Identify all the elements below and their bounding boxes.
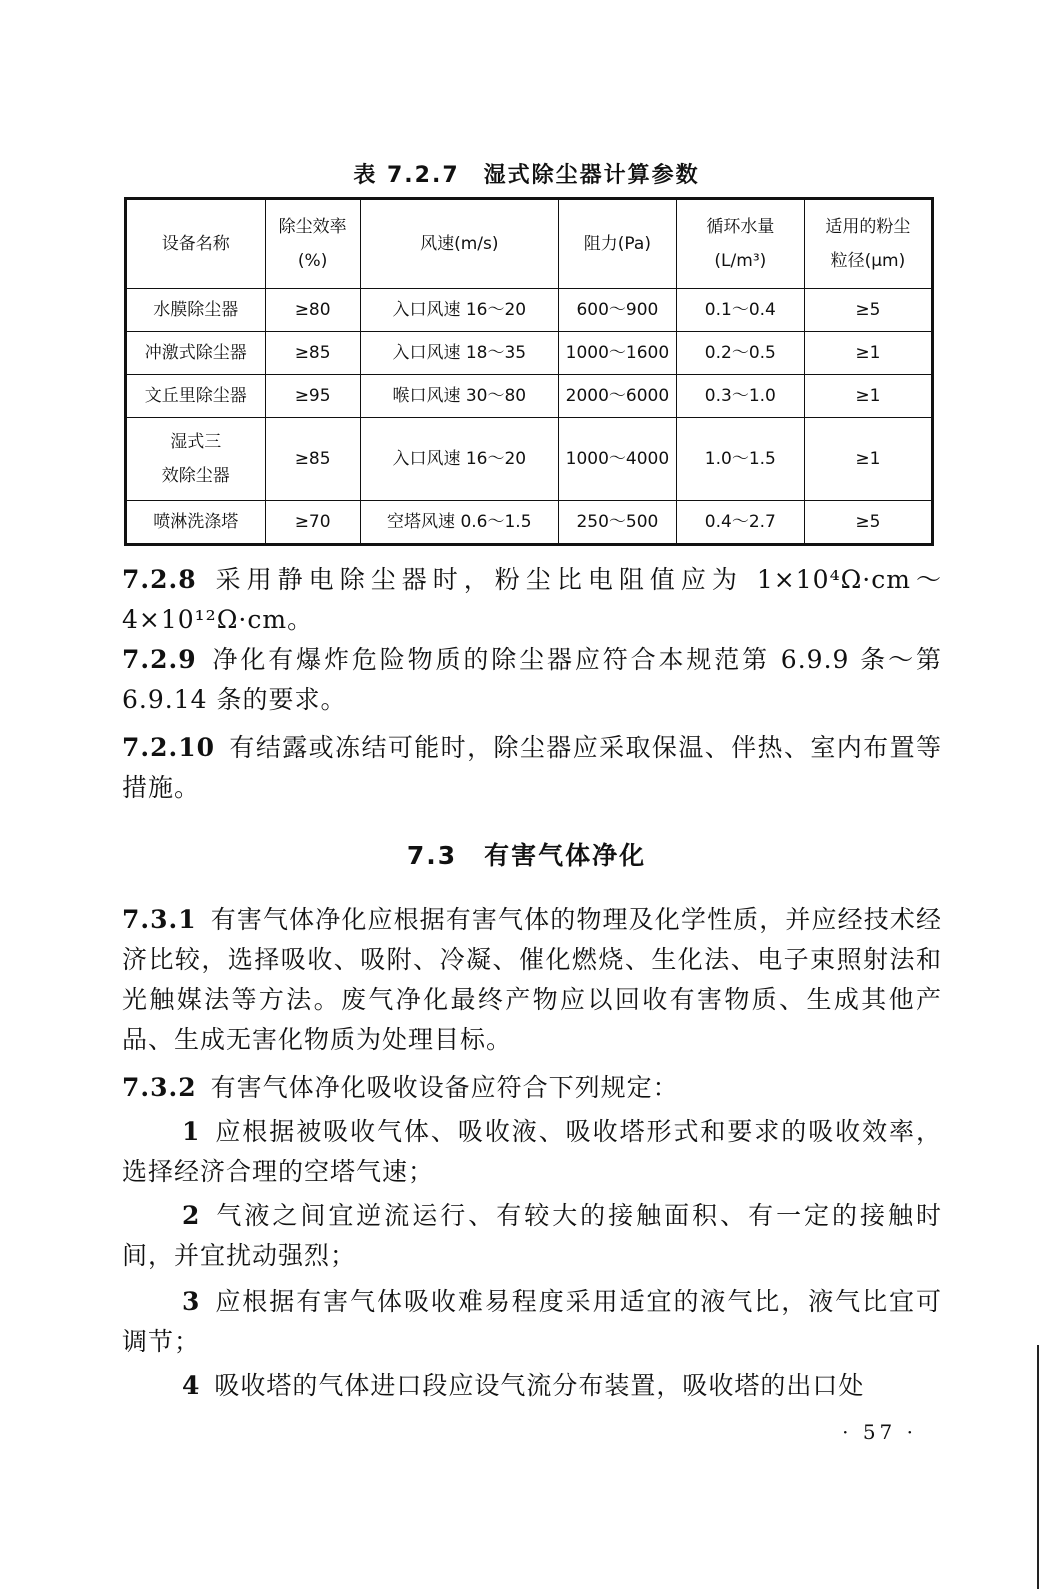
section-heading: 7.3 有害气体净化	[406, 841, 647, 870]
header-cell: 风速(m/s)	[360, 199, 558, 289]
clause-text: 净化有爆炸危险物质的除尘器应符合本规范第 6.9.9 条～第 6.9.14 条的要求。	[122, 645, 942, 714]
table-cell: 入口风速 16～20	[360, 289, 558, 332]
table-cell: 入口风速 18～35	[360, 332, 558, 375]
table-cell: 2000～6000	[558, 375, 676, 418]
table-title: 表 7.2.7 湿式除尘器计算参数	[353, 163, 700, 188]
table-cell: ≥85	[265, 332, 360, 375]
clause-number: 7.3.2	[122, 1073, 197, 1102]
item-text: 气液之间宜逆流运行、有较大的接触面积、有一定的接触时间，并宜扰动强烈；	[122, 1201, 942, 1270]
clause-text: 有害气体净化应根据有害气体的物理及化学性质，并应经技术经济比较，选择吸收、吸附、冷凝、催化燃烧、生化法、电子束照射法和光触媒法等方法。废气净化最终产物应以回收有害物质、生成其他产品、生成无害化物质为处理目标。	[122, 905, 942, 1054]
item-text: 应根据被吸收气体、吸收液、吸收塔形式和要求的吸收效率，选择经济合理的空塔气速；	[122, 1117, 942, 1186]
header-cell: 适用的粉尘 粒径(μm)	[804, 199, 932, 289]
table-row	[126, 332, 933, 375]
table-cell: 文丘里除尘器	[126, 375, 266, 418]
item-number: 2	[182, 1201, 201, 1230]
table-cell: 1000～1600	[558, 332, 676, 375]
table-row	[126, 375, 933, 418]
item-text: 应根据有害气体吸收难易程度采用适宜的液气比，液气比宜可调节；	[122, 1287, 942, 1356]
clause-number: 7.2.10	[122, 733, 215, 762]
item-text: 吸收塔的气体进口段应设气流分布装置，吸收塔的出口处	[214, 1371, 865, 1400]
table-cell: 湿式三 效除尘器	[126, 418, 266, 501]
table-cell: 0.2～0.5	[676, 332, 804, 375]
clause-7-2-8	[122, 560, 942, 640]
table-cell: 600～900	[558, 289, 676, 332]
item-number: 4	[182, 1371, 201, 1400]
table-row	[126, 289, 933, 332]
table-cell: 水膜除尘器	[126, 289, 266, 332]
table-row	[126, 501, 933, 545]
item-number: 1	[182, 1117, 201, 1146]
table-cell: ≥1	[804, 332, 932, 375]
table-cell: 冲激式除尘器	[126, 332, 266, 375]
table-cell: 入口风速 16～20	[360, 418, 558, 501]
table-cell: 喷淋洗涤塔	[126, 501, 266, 545]
table-cell: ≥95	[265, 375, 360, 418]
clause-number: 7.2.8	[122, 565, 197, 594]
clause-7-2-10	[122, 728, 942, 808]
clause-7-3-1	[122, 900, 942, 1060]
table-cell: ≥80	[265, 289, 360, 332]
header-cell: 循环水量 (L/m³)	[676, 199, 804, 289]
table-cell: 喉口风速 30～80	[360, 375, 558, 418]
table-cell: 1000～4000	[558, 418, 676, 501]
table-header-row	[126, 199, 933, 289]
table-cell: 1.0～1.5	[676, 418, 804, 501]
clause-text: 采用静电除尘器时，粉尘比电阻值应为 1×10⁴Ω·cm～4×10¹²Ω·cm。	[122, 565, 942, 634]
table-cell: 0.4～2.7	[676, 501, 804, 545]
table-row	[126, 418, 933, 501]
clause-number: 7.3.1	[122, 905, 197, 934]
clause-7-2-9	[122, 640, 942, 720]
table-cell: 空塔风速 0.6～1.5	[360, 501, 558, 545]
page-number: · 57 ·	[842, 1420, 917, 1444]
item-number: 3	[182, 1287, 201, 1316]
table-cell: ≥1	[804, 418, 932, 501]
list-item	[122, 1196, 942, 1276]
clause-text: 有结露或冻结可能时，除尘器应采取保温、伴热、室内布置等措施。	[122, 733, 942, 802]
header-cell: 除尘效率 (%)	[265, 199, 360, 289]
table-cell: ≥85	[265, 418, 360, 501]
table-cell: ≥5	[804, 501, 932, 545]
parameter-table	[124, 197, 934, 546]
clause-text: 有害气体净化吸收设备应符合下列规定：	[210, 1073, 679, 1102]
clause-number: 7.2.9	[122, 645, 197, 674]
scan-edge-line	[1037, 1345, 1039, 1589]
list-item	[122, 1112, 942, 1192]
list-item	[122, 1282, 942, 1362]
header-cell: 设备名称	[126, 199, 266, 289]
clause-7-3-2	[122, 1068, 942, 1108]
table-cell: 250～500	[558, 501, 676, 545]
table-cell: 0.3～1.0	[676, 375, 804, 418]
table-cell: 0.1～0.4	[676, 289, 804, 332]
list-item	[122, 1366, 942, 1406]
header-cell: 阻力(Pa)	[558, 199, 676, 289]
table-cell: ≥70	[265, 501, 360, 545]
table-cell: ≥1	[804, 375, 932, 418]
table-cell: ≥5	[804, 289, 932, 332]
